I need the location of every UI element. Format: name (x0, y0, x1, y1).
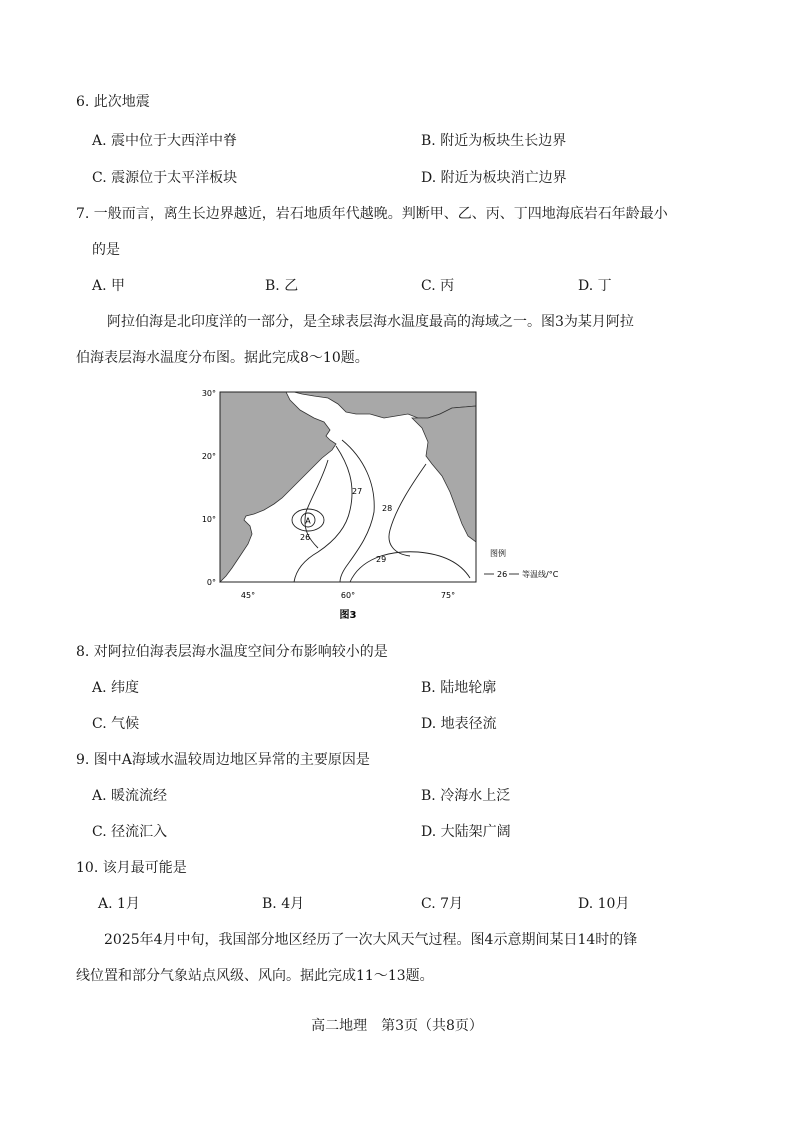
figure-3-isotherm-map (190, 384, 590, 624)
page-footer: 高二地理 第3页（共8页） (311, 1018, 483, 1034)
lon-label-45: 45° (240, 591, 256, 600)
legend-text: 等温线/°C (522, 570, 559, 579)
question-10-option-a: A. 1月 (98, 896, 140, 912)
question-6-option-b: B. 附近为板块生长边界 (421, 133, 567, 149)
isotherm-label-28: 28 (382, 504, 393, 513)
question-8-option-b: B. 陆地轮廓 (421, 680, 497, 696)
passage-wind-line2: 线位置和部分气象站点风级、风向。据此完成11～13题。 (76, 968, 434, 984)
legend-title: 图例 (490, 549, 506, 558)
question-7-option-c: C. 丙 (421, 278, 455, 294)
question-9-option-b: B. 冷海水上泛 (421, 788, 511, 804)
isotherm-label-29: 29 (376, 555, 387, 564)
question-7-option-d: D. 丁 (578, 278, 612, 294)
question-9-stem: 9. 图中A海域水温较周边地区异常的主要原因是 (76, 752, 370, 768)
lat-label-0: 0° (206, 578, 216, 587)
question-10-stem: 10. 该月最可能是 (76, 860, 187, 876)
isotherm-label-27: 27 (352, 487, 363, 496)
question-6-option-c: C. 震源位于太平洋板块 (92, 170, 238, 186)
lon-label-75: 75° (440, 591, 456, 600)
passage-arabian-sea-line2: 伯海表层海水温度分布图。据此完成8～10题。 (76, 350, 369, 366)
question-10-option-d: D. 10月 (578, 896, 630, 912)
question-8-stem: 8. 对阿拉伯海表层海水温度空间分布影响较小的是 (76, 644, 388, 660)
question-7-option-a: A. 甲 (92, 278, 126, 294)
lon-label-60: 60° (340, 591, 356, 600)
lat-label-30: 30° (201, 389, 216, 398)
question-7-stem-line1: 7. 一般而言，离生长边界越近，岩石地质年代越晚。判断甲、乙、丙、丁四地海底岩石年龄最小 (76, 206, 668, 222)
question-7-stem-line2: 的是 (92, 242, 120, 258)
passage-arabian-sea-line1: 阿拉伯海是北印度洋的一部分，是全球表层海水温度最高的海域之一。图3为某月阿拉 (107, 314, 634, 330)
question-8-option-a: A. 纬度 (92, 680, 140, 696)
lat-label-20: 20° (201, 452, 216, 461)
question-6-option-d: D. 附近为板块消亡边界 (421, 170, 567, 186)
point-a-label: A (305, 516, 311, 526)
question-8-option-c: C. 气候 (92, 716, 140, 732)
question-6-option-a: A. 震中位于大西洋中脊 (92, 133, 238, 149)
question-6-stem: 6. 此次地震 (76, 94, 150, 110)
question-9-option-d: D. 大陆架广阔 (421, 824, 511, 840)
figure-caption: 图3 (339, 610, 357, 621)
question-8-option-d: D. 地表径流 (421, 716, 497, 732)
question-9-option-a: A. 暖流流经 (92, 788, 168, 804)
lat-label-10: 10° (201, 515, 216, 524)
question-7-option-b: B. 乙 (265, 278, 299, 294)
isotherm-label-26: 26 (300, 533, 311, 542)
question-10-option-b: B. 4月 (262, 896, 305, 912)
legend-value: 26 (497, 570, 508, 579)
isotherm-map-svg (190, 384, 590, 624)
question-9-option-c: C. 径流汇入 (92, 824, 168, 840)
question-10-option-c: C. 7月 (421, 896, 464, 912)
passage-wind-line1: 2025年4月中旬，我国部分地区经历了一次大风天气过程。图4示意期间某日14时的锋 (104, 932, 638, 948)
